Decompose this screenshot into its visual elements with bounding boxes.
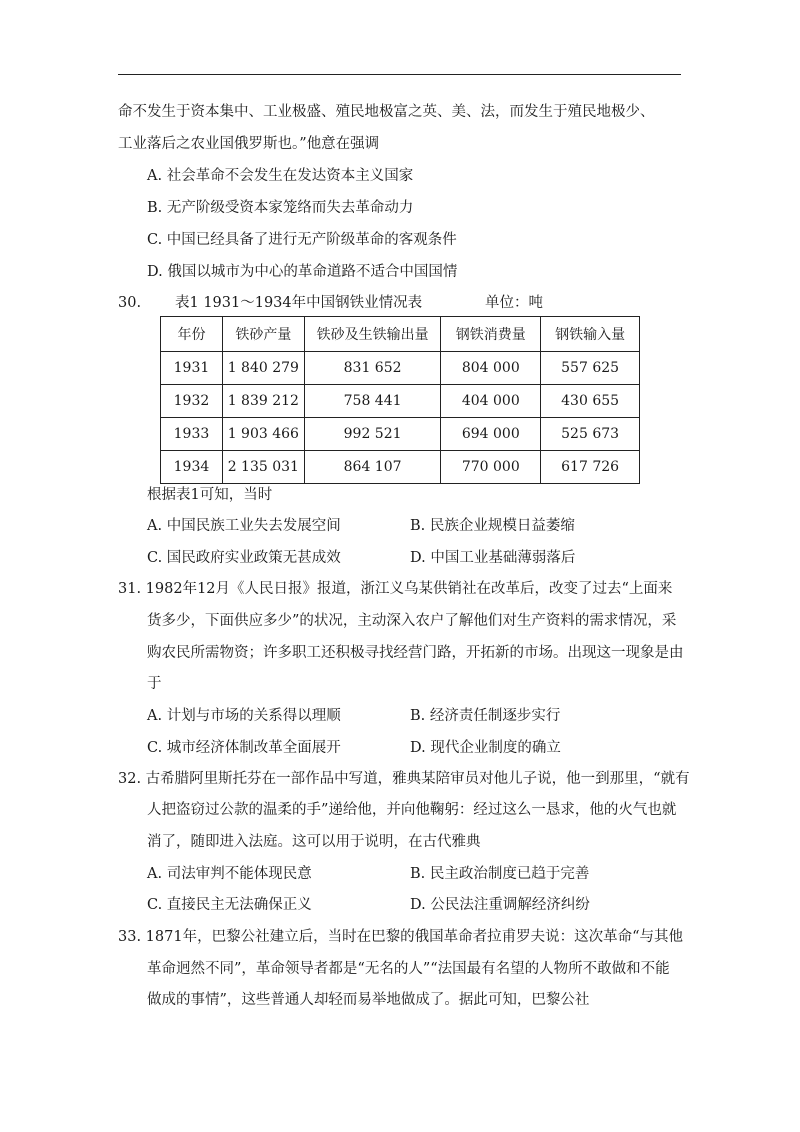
q31-option-b: B. 经济责任制逐步实行 (410, 708, 561, 724)
q30-option-a: A. 中国民族工业失去发展空间 (147, 518, 341, 534)
table-cell: 1933 (161, 418, 223, 451)
q32-line-2: 人把盗窃过公款的温柔的手”递给他，并向他鞠躬：经过这么一恳求，他的火气也就 (147, 802, 677, 818)
table-cell: 864 107 (304, 451, 441, 484)
q30-option-d: D. 中国工业基础薄弱落后 (410, 550, 576, 566)
table-cell: 1932 (161, 385, 223, 418)
table-cell: 1 840 279 (222, 352, 304, 385)
table-cell: 1931 (161, 352, 223, 385)
q31-line-3: 购农民所需物资；许多职工还积极寻找经营门路，开拓新的市场。出现这一现象是由 (147, 645, 684, 661)
q32-option-b: B. 民主政治制度已趋于完善 (410, 866, 590, 882)
q32-option-a: A. 司法审判不能体现民意 (147, 866, 312, 882)
table-header-cell: 钢铁消费量 (441, 317, 541, 352)
table-cell: 992 521 (304, 418, 441, 451)
q30-table-unit: 单位：吨 (485, 295, 543, 311)
table-cell: 804 000 (441, 352, 541, 385)
table-cell: 758 441 (304, 385, 441, 418)
table-header-cell: 铁砂及生铁输出量 (304, 317, 441, 352)
q29-option-d: D. 俄国以城市为中心的革命道路不适合中国国情 (147, 264, 458, 280)
table-cell: 1934 (161, 451, 223, 484)
table-cell: 2 135 031 (222, 451, 304, 484)
table-row (161, 352, 640, 385)
header-rule (118, 74, 681, 75)
table-row (161, 418, 640, 451)
q32-line-1: 32. 古希腊阿里斯托芬在一部作品中写道，雅典某陪审员对他儿子说，他一到那里，“就有 (118, 771, 690, 787)
q31-option-d: D. 现代企业制度的确立 (410, 740, 561, 756)
table-cell: 770 000 (441, 451, 541, 484)
q31-line-2: 货多少，下面供应多少”的状况，主动深入农户了解他们对生产资料的需求情况，采 (147, 613, 677, 629)
table-cell: 617 726 (541, 451, 640, 484)
q29-line-2: 工业落后之农业国俄罗斯也。”他意在强调 (118, 136, 380, 152)
table-cell: 430 655 (541, 385, 640, 418)
table-row (161, 451, 640, 484)
q31-line-4: 于 (147, 676, 162, 692)
q30-option-c: C. 国民政府实业政策无甚成效 (147, 550, 341, 566)
q31-option-c: C. 城市经济体制改革全面展开 (147, 740, 341, 756)
q30-table-caption: 表1 1931～1934年中国钢铁业情况表 (175, 295, 423, 311)
q30-stem: 根据表1可知，当时 (147, 487, 273, 503)
q33-line-2: 革命迥然不同”，革命领导者都是“无名的人”“法国最有名望的人物所不敢做和不能 (147, 961, 670, 977)
q32-option-d: D. 公民法注重调解经济纠纷 (410, 897, 590, 913)
table-header-cell: 铁砂产量 (222, 317, 304, 352)
q29-option-c: C. 中国已经具备了进行无产阶级革命的客观条件 (147, 232, 457, 248)
q31-option-a: A. 计划与市场的关系得以理顺 (147, 708, 341, 724)
table-header-row (161, 317, 640, 352)
q32-option-c: C. 直接民主无法确保正义 (147, 897, 312, 913)
q31-line-1: 31. 1982年12月《人民日报》报道，浙江义乌某供销社在改革后，改变了过去“上面来 (118, 581, 673, 597)
table-cell: 404 000 (441, 385, 541, 418)
table-cell: 557 625 (541, 352, 640, 385)
table-cell: 525 673 (541, 418, 640, 451)
q32-line-3: 消了，随即进入法庭。这可以用于说明，在古代雅典 (147, 834, 481, 850)
steel-industry-table (160, 316, 640, 484)
table-header-cell: 钢铁输入量 (541, 317, 640, 352)
table-cell: 1 903 466 (222, 418, 304, 451)
table-header-cell: 年份 (161, 317, 223, 352)
q29-option-a: A. 社会革命不会发生在发达资本主义国家 (147, 168, 414, 184)
q30-option-b: B. 民族企业规模日益萎缩 (410, 518, 575, 534)
q29-line-1: 命不发生于资本集中、工业极盛、殖民地极富之英、美、法，而发生于殖民地极少、 (118, 104, 655, 120)
table-cell: 1 839 212 (222, 385, 304, 418)
q33-line-1: 33. 1871年，巴黎公社建立后，当时在巴黎的俄国革命者拉甫罗夫说：这次革命“与其他 (118, 929, 683, 945)
table-cell: 831 652 (304, 352, 441, 385)
q33-line-3: 做成的事情”，这些普通人却轻而易举地做成了。据此可知，巴黎公社 (147, 992, 590, 1008)
table-cell: 694 000 (441, 418, 541, 451)
table-row (161, 385, 640, 418)
q29-option-b: B. 无产阶级受资本家笼络而失去革命动力 (147, 200, 414, 216)
q30-number: 30. (118, 295, 142, 311)
